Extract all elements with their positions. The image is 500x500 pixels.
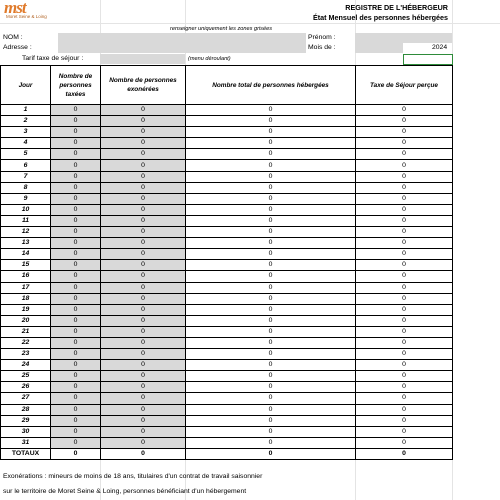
table-row: [1, 138, 453, 149]
table-row: [1, 426, 453, 437]
day-cell: 26: [1, 382, 51, 393]
total-cell: 0: [186, 193, 356, 204]
header-total: Nombre total de personnes hébergées: [186, 66, 356, 105]
taxees-cell[interactable]: 0: [51, 293, 101, 304]
taxees-cell[interactable]: 0: [51, 215, 101, 226]
total-cell: 0: [186, 260, 356, 271]
taxees-cell[interactable]: 0: [51, 182, 101, 193]
exonerees-cell[interactable]: 0: [101, 260, 186, 271]
day-cell: 20: [1, 315, 51, 326]
taxe-cell: 0: [356, 260, 453, 271]
total-cell: 0: [186, 249, 356, 260]
total-taxees: 0: [51, 448, 101, 459]
taxe-cell: 0: [356, 138, 453, 149]
totals-label: TOTAUX: [1, 448, 51, 459]
exonerees-cell[interactable]: 0: [101, 415, 186, 426]
taxe-cell: 0: [356, 326, 453, 337]
exonerees-cell[interactable]: 0: [101, 293, 186, 304]
taxe-cell: 0: [356, 204, 453, 215]
table-row: [1, 193, 453, 204]
exonerees-cell[interactable]: 0: [101, 249, 186, 260]
header-taxe: Taxe de Séjour perçue: [356, 66, 453, 105]
taxees-cell[interactable]: 0: [51, 371, 101, 382]
day-cell: 19: [1, 304, 51, 315]
taxe-cell: 0: [356, 293, 453, 304]
day-cell: 22: [1, 337, 51, 348]
taxees-cell[interactable]: 0: [51, 326, 101, 337]
day-cell: 4: [1, 138, 51, 149]
year-field[interactable]: 2024: [432, 44, 448, 51]
prenom-label: Prénom :: [308, 34, 336, 41]
mois-label: Mois de :: [308, 44, 336, 51]
taxe-cell: 0: [356, 382, 453, 393]
taxe-cell: 0: [356, 227, 453, 238]
table-row: [1, 204, 453, 215]
footer-note-1: Exonérations : mineurs de moins de 18 ans, titulaires d'un contrat de travail saisonnier: [3, 473, 263, 480]
adresse-field[interactable]: [58, 43, 306, 53]
table-row: [1, 160, 453, 171]
exonerees-cell[interactable]: 0: [101, 116, 186, 127]
exonerees-cell[interactable]: 0: [101, 349, 186, 360]
taxees-cell[interactable]: 0: [51, 160, 101, 171]
exonerees-cell[interactable]: 0: [101, 227, 186, 238]
exonerees-cell[interactable]: 0: [101, 326, 186, 337]
exonerees-cell[interactable]: 0: [101, 160, 186, 171]
taxees-cell[interactable]: 0: [51, 227, 101, 238]
tarif-label: Tarif taxe de séjour :: [22, 55, 84, 62]
taxe-cell: 0: [356, 337, 453, 348]
total-cell: 0: [186, 415, 356, 426]
day-cell: 17: [1, 282, 51, 293]
taxe-cell: 0: [356, 116, 453, 127]
total-exonerees: 0: [101, 448, 186, 459]
exonerees-cell[interactable]: 0: [101, 193, 186, 204]
total-cell: 0: [186, 138, 356, 149]
exonerees-cell[interactable]: 0: [101, 437, 186, 448]
taxe-cell: 0: [356, 415, 453, 426]
nom-field[interactable]: [58, 33, 306, 43]
total-cell: 0: [186, 127, 356, 138]
exonerees-cell[interactable]: 0: [101, 426, 186, 437]
table-row: [1, 215, 453, 226]
total-cell: 0: [186, 315, 356, 326]
taxees-cell[interactable]: 0: [51, 171, 101, 182]
day-cell: 12: [1, 227, 51, 238]
table-row: [1, 293, 453, 304]
total-cell: 0: [186, 160, 356, 171]
day-cell: 10: [1, 204, 51, 215]
footer-note-2: sur le territoire de Moret Seine & Loing, personnes bénéficiant d'un hébergement: [3, 488, 247, 495]
table-row: [1, 182, 453, 193]
table-header-row: [1, 66, 453, 105]
taxees-cell[interactable]: 0: [51, 426, 101, 437]
day-cell: 18: [1, 293, 51, 304]
exonerees-cell[interactable]: 0: [101, 238, 186, 249]
table-row: [1, 404, 453, 415]
total-cell: 0: [186, 371, 356, 382]
table-row: [1, 260, 453, 271]
total-cell: 0: [186, 293, 356, 304]
exonerees-cell[interactable]: 0: [101, 149, 186, 160]
taxees-cell[interactable]: 0: [51, 337, 101, 348]
total-cell: 0: [186, 149, 356, 160]
page-title: REGISTRE DE L'HÉBERGEUR: [345, 3, 448, 12]
taxe-cell: 0: [356, 426, 453, 437]
taxees-cell[interactable]: 0: [51, 127, 101, 138]
taxe-cell: 0: [356, 437, 453, 448]
taxe-cell: 0: [356, 371, 453, 382]
table-row: [1, 227, 453, 238]
total-cell: 0: [186, 404, 356, 415]
taxe-cell: 0: [356, 105, 453, 116]
table-row: [1, 393, 453, 404]
day-cell: 8: [1, 182, 51, 193]
totals-row: [1, 448, 453, 459]
total-cell: 0: [186, 182, 356, 193]
taxees-cell[interactable]: 0: [51, 315, 101, 326]
menu-note: (menu déroulant): [188, 56, 231, 62]
day-cell: 30: [1, 426, 51, 437]
table-row: [1, 360, 453, 371]
day-cell: 25: [1, 371, 51, 382]
total-cell: 0: [186, 271, 356, 282]
day-cell: 16: [1, 271, 51, 282]
day-cell: 1: [1, 105, 51, 116]
taxees-cell[interactable]: 0: [51, 404, 101, 415]
total-cell: 0: [186, 393, 356, 404]
table-row: [1, 337, 453, 348]
day-cell: 31: [1, 437, 51, 448]
total-cell: 0: [186, 227, 356, 238]
total-cell: 0: [186, 105, 356, 116]
table-row: [1, 326, 453, 337]
mois-field[interactable]: [355, 43, 403, 53]
header-exonerees: Nombre de personnes exonérées: [101, 66, 186, 105]
total-cell: 0: [186, 337, 356, 348]
logo-mark: mst: [4, 0, 26, 17]
taxe-cell: 0: [356, 215, 453, 226]
total-cell: 0: [186, 238, 356, 249]
register-table: [0, 65, 453, 460]
day-cell: 7: [1, 171, 51, 182]
table-row: [1, 271, 453, 282]
exonerees-cell[interactable]: 0: [101, 182, 186, 193]
taxees-cell[interactable]: 0: [51, 138, 101, 149]
prenom-field[interactable]: [355, 33, 452, 43]
day-cell: 2: [1, 116, 51, 127]
table-row: [1, 238, 453, 249]
taxees-cell[interactable]: 0: [51, 249, 101, 260]
day-cell: 14: [1, 249, 51, 260]
page-subtitle: État Mensuel des personnes hébergées: [312, 13, 448, 22]
total-cell: 0: [186, 360, 356, 371]
total-cell: 0: [186, 349, 356, 360]
day-cell: 6: [1, 160, 51, 171]
logo-subtitle: Moret Seine & Loing: [6, 14, 47, 19]
exonerees-cell[interactable]: 0: [101, 382, 186, 393]
taxe-cell: 0: [356, 393, 453, 404]
exonerees-cell[interactable]: 0: [101, 282, 186, 293]
day-cell: 27: [1, 393, 51, 404]
total-cell: 0: [186, 304, 356, 315]
taxees-cell[interactable]: 0: [51, 360, 101, 371]
exonerees-cell[interactable]: 0: [101, 393, 186, 404]
table-row: [1, 127, 453, 138]
taxees-cell[interactable]: 0: [51, 193, 101, 204]
taxe-cell: 0: [356, 127, 453, 138]
table-row: [1, 349, 453, 360]
taxe-cell: 0: [356, 304, 453, 315]
day-cell: 23: [1, 349, 51, 360]
table-row: [1, 304, 453, 315]
tarif-dropdown[interactable]: [100, 54, 185, 64]
taxees-cell[interactable]: 0: [51, 282, 101, 293]
exonerees-cell[interactable]: 0: [101, 105, 186, 116]
exonerees-cell[interactable]: 0: [101, 337, 186, 348]
sheet-gridline: [0, 23, 500, 24]
exonerees-cell[interactable]: 0: [101, 204, 186, 215]
taxe-cell: 0: [356, 193, 453, 204]
exonerees-cell[interactable]: 0: [101, 360, 186, 371]
exonerees-cell[interactable]: 0: [101, 304, 186, 315]
day-cell: 3: [1, 127, 51, 138]
nom-label: NOM :: [3, 34, 23, 41]
exonerees-cell[interactable]: 0: [101, 404, 186, 415]
table-row: [1, 105, 453, 116]
header-jour: Jour: [1, 66, 51, 105]
exonerees-cell[interactable]: 0: [101, 138, 186, 149]
taxe-cell: 0: [356, 315, 453, 326]
taxees-cell[interactable]: 0: [51, 149, 101, 160]
total-cell: 0: [186, 426, 356, 437]
exonerees-cell[interactable]: 0: [101, 271, 186, 282]
taxees-cell[interactable]: 0: [51, 382, 101, 393]
taxe-cell: 0: [356, 349, 453, 360]
taxe-cell: 0: [356, 238, 453, 249]
table-body: [1, 105, 453, 449]
total-cell: 0: [186, 282, 356, 293]
taxe-cell: 0: [356, 160, 453, 171]
exonerees-cell[interactable]: 0: [101, 371, 186, 382]
table-row: [1, 171, 453, 182]
taxe-cell: 0: [356, 360, 453, 371]
taxees-cell[interactable]: 0: [51, 349, 101, 360]
taxe-cell: 0: [356, 282, 453, 293]
day-cell: 13: [1, 238, 51, 249]
exonerees-cell[interactable]: 0: [101, 127, 186, 138]
day-cell: 9: [1, 193, 51, 204]
taxe-cell: 0: [356, 171, 453, 182]
total-cell: 0: [186, 382, 356, 393]
instruction-note: renseigner uniquement les zones grisées: [170, 26, 272, 32]
taxees-cell[interactable]: 0: [51, 271, 101, 282]
total-cell: 0: [186, 215, 356, 226]
day-cell: 29: [1, 415, 51, 426]
day-cell: 15: [1, 260, 51, 271]
table-row: [1, 437, 453, 448]
selected-cell[interactable]: [403, 54, 453, 65]
table-row: [1, 315, 453, 326]
day-cell: 21: [1, 326, 51, 337]
exonerees-cell[interactable]: 0: [101, 315, 186, 326]
table-row: [1, 282, 453, 293]
taxe-cell: 0: [356, 404, 453, 415]
taxees-cell[interactable]: 0: [51, 393, 101, 404]
taxees-cell[interactable]: 0: [51, 415, 101, 426]
taxe-cell: 0: [356, 182, 453, 193]
mst-logo: [4, 1, 50, 21]
taxees-cell[interactable]: 0: [51, 116, 101, 127]
total-cell: 0: [186, 437, 356, 448]
day-cell: 24: [1, 360, 51, 371]
taxees-cell[interactable]: 0: [51, 304, 101, 315]
taxees-cell[interactable]: 0: [51, 437, 101, 448]
day-cell: 28: [1, 404, 51, 415]
taxe-cell: 0: [356, 149, 453, 160]
total-cell: 0: [186, 116, 356, 127]
table-row: [1, 382, 453, 393]
taxe-cell: 0: [356, 271, 453, 282]
table-row: [1, 249, 453, 260]
total-hebergees: 0: [186, 448, 356, 459]
taxees-cell[interactable]: 0: [51, 105, 101, 116]
total-taxe: 0: [356, 448, 453, 459]
table-row: [1, 371, 453, 382]
taxees-cell[interactable]: 0: [51, 238, 101, 249]
header-taxees: Nombre de personnes taxées: [51, 66, 101, 105]
day-cell: 5: [1, 149, 51, 160]
table-row: [1, 116, 453, 127]
total-cell: 0: [186, 171, 356, 182]
taxees-cell[interactable]: 0: [51, 260, 101, 271]
table-row: [1, 415, 453, 426]
exonerees-cell[interactable]: 0: [101, 215, 186, 226]
day-cell: 11: [1, 215, 51, 226]
taxe-cell: 0: [356, 249, 453, 260]
taxees-cell[interactable]: 0: [51, 204, 101, 215]
adresse-label: Adresse :: [3, 44, 32, 51]
exonerees-cell[interactable]: 0: [101, 171, 186, 182]
total-cell: 0: [186, 204, 356, 215]
total-cell: 0: [186, 326, 356, 337]
table-row: [1, 149, 453, 160]
